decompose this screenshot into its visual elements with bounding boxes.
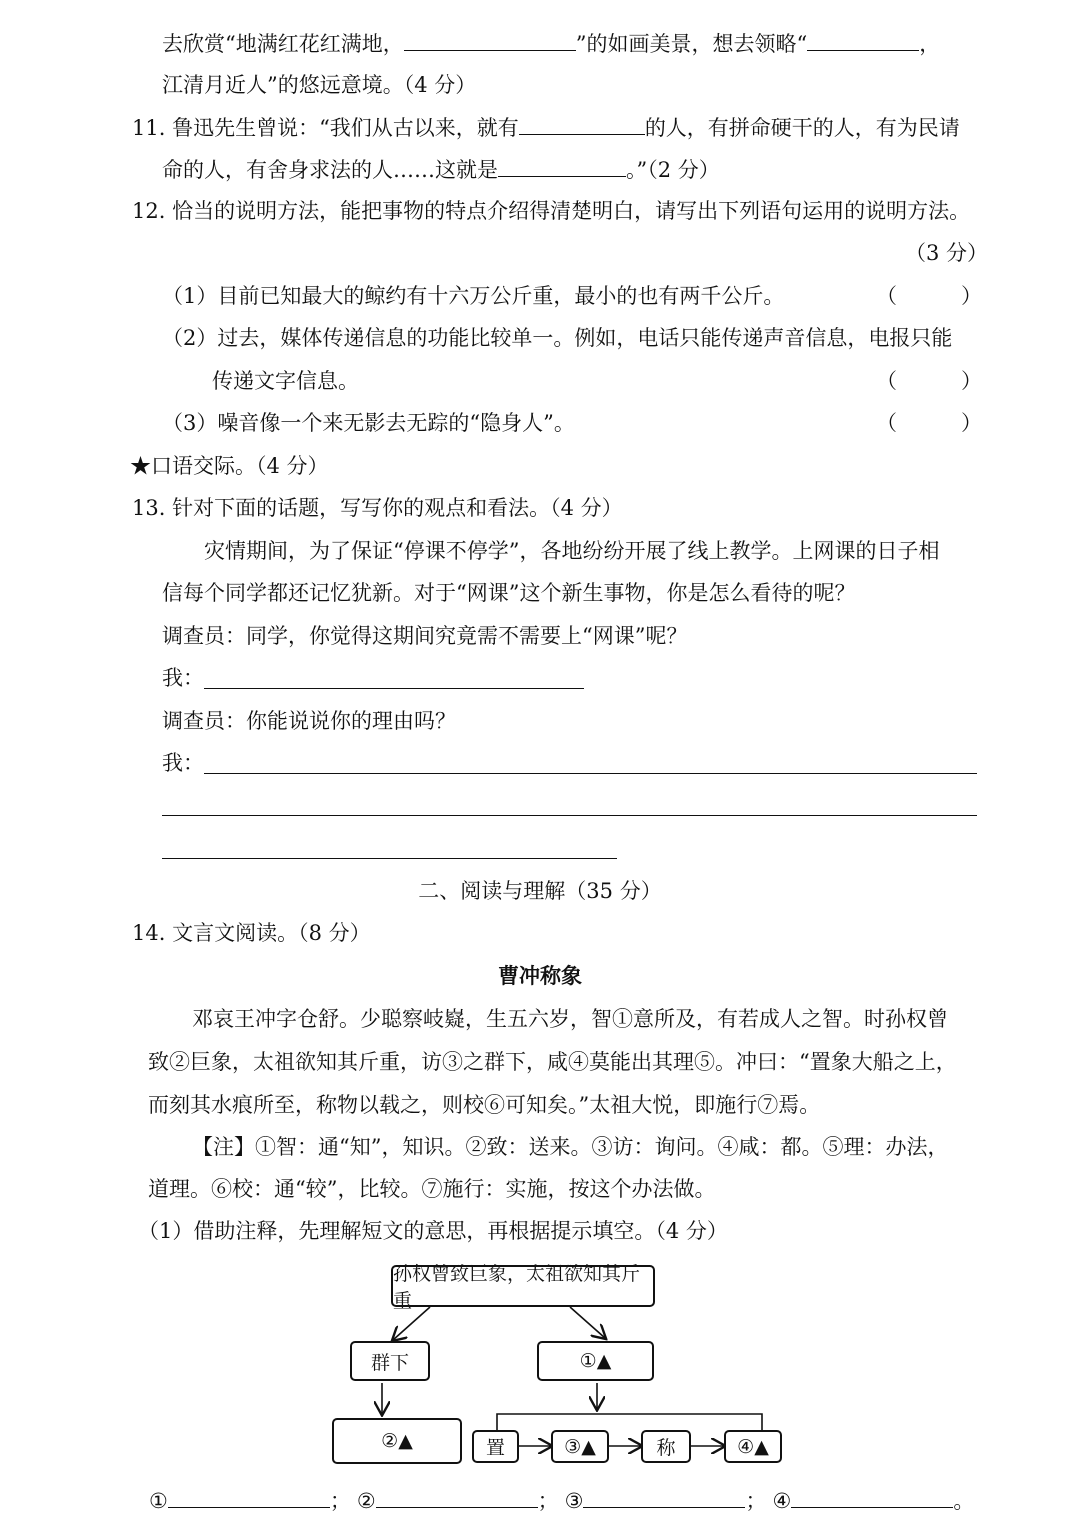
q10-line2: 江清月近人”的悠远意境。（4 分） xyxy=(162,73,477,97)
q13-interviewer-q1: 调查员：同学，你觉得这期间究竟需不需要上“网课”呢？ xyxy=(162,624,688,648)
q11-line2: 命的人，有舍身求法的人……这就是 。”（2 分） xyxy=(162,154,720,185)
answer-blank-2[interactable] xyxy=(376,1485,538,1508)
q13-stem: 13. 针对下面的话题，写写你的观点和看法。（4 分） xyxy=(132,496,623,520)
q13-me-label-1: 我： xyxy=(162,666,204,690)
q13-para-2: 信每个同学都还记忆犹新。对于“网课”这个新生事物，你是怎么看待的呢？ xyxy=(162,581,856,605)
q12-item-2-cont: 传递文字信息。 xyxy=(212,369,359,393)
q12-answer-paren-3[interactable]: （ ） xyxy=(876,411,982,435)
notes-line-1: 【注】①智：通“知”，知识。②致：送来。③访：询问。④咸：都。⑤理：办法， xyxy=(192,1135,949,1159)
q12-item-2: （2）过去，媒体传递信息的功能比较单一。例如，电话只能传递声音信息，电报只能 xyxy=(162,326,953,350)
passage-line-1: 邓哀王冲字仓舒。少聪察岐嶷，生五六岁，智①意所及，有若成人之智。时孙权曾 xyxy=(192,1007,948,1031)
section-2-title: 二、阅读与理解（35 分） xyxy=(418,879,662,903)
q12-answer-paren-2[interactable]: （ ） xyxy=(876,369,982,393)
q14-sub-1: （1）借助注释，先理解短文的意思，再根据提示填空。（4 分） xyxy=(138,1219,728,1243)
passage-line-3: 而刻其水痕所至，称物以载之，则校⑥可知矣。”太祖大悦，即施行⑦焉。 xyxy=(148,1093,821,1117)
diagram-box-blank-4: ④▲ xyxy=(724,1430,782,1463)
passage-line-2: 致②巨象，太祖欲知其斤重，访③之群下，咸④莫能出其理⑤。冲曰：“置象大船之上， xyxy=(148,1050,957,1074)
answer-blank-1[interactable] xyxy=(168,1485,330,1508)
q12-item-3: （3）噪音像一个来无影去无踪的“隐身人”。 xyxy=(162,411,575,435)
q10-line1: 去欣赏“地满红花红满地， ”的如画美景，想去领略“ ， xyxy=(162,28,940,59)
q12-answer-paren-1[interactable]: （ ） xyxy=(876,284,982,308)
oral-title: ★口语交际。（4 分） xyxy=(130,454,329,478)
diagram-box-blank-1: ①▲ xyxy=(537,1341,654,1381)
q12-stem: 12. 恰当的说明方法，能把事物的特点介绍得清楚明白，请写出下列语句运用的说明方法。 xyxy=(132,199,971,223)
notes-line-2: 道理。⑥校：通“较”，比较。⑦施行：实施，按这个办法做。 xyxy=(148,1177,716,1201)
answer-blank-4[interactable] xyxy=(791,1485,953,1508)
q14-stem: 14. 文言文阅读。（8 分） xyxy=(132,921,371,945)
passage-title: 曹冲称象 xyxy=(498,963,582,988)
diagram-box-premise: 孙权曾致巨象，太祖欲知其斤重 xyxy=(391,1265,655,1307)
diagram-box-ministers: 群下 xyxy=(350,1341,430,1381)
q13-para-1: 灾情期间，为了保证“停课不停学”，各地纷纷开展了线上教学。上网课的日子相 xyxy=(204,539,940,563)
q13-me-label-2: 我： xyxy=(162,751,204,775)
answer-blanks: ① ； ② ； ③ ； ④ 。 xyxy=(149,1485,974,1516)
diagram-box-blank-3: ③▲ xyxy=(551,1430,609,1463)
diagram-box-blank-2: ②▲ xyxy=(332,1418,462,1464)
diagram-box-weigh: 称 xyxy=(641,1430,691,1463)
q12-item-1: （1）目前已知最大的鲸约有十六万公斤重，最小的也有两千公斤。 xyxy=(162,284,785,308)
answer-blank-3[interactable] xyxy=(583,1485,745,1508)
q11-line1: 11. 鲁迅先生曾说：“我们从古以来，就有 的人，有拼命硬干的人，有为民请 xyxy=(132,112,960,143)
q13-interviewer-q2: 调查员：你能说说你的理由吗？ xyxy=(162,709,456,733)
q12-score: （3 分） xyxy=(905,241,989,265)
diagram-box-place: 置 xyxy=(472,1430,519,1463)
